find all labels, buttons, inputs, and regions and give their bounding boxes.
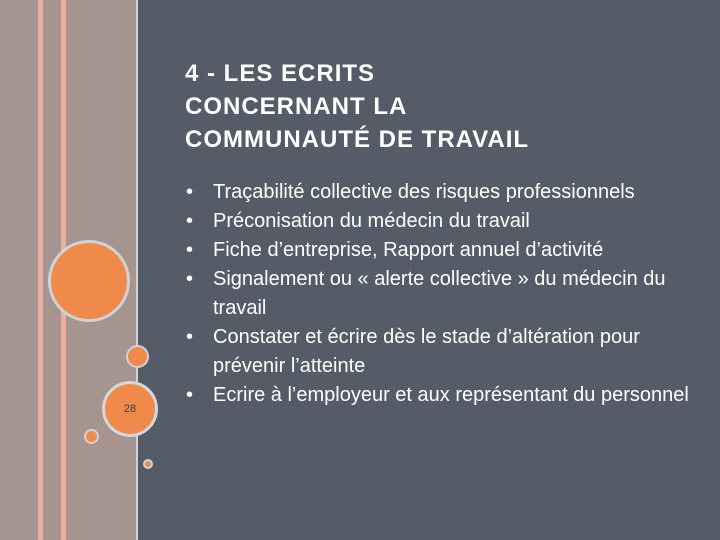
bullet-item: • Signalement ou « alerte collective » du médecin du travail [183,265,703,323]
page-number: 28 [123,403,137,415]
bullet-item: • Constater et écrire dès le stade d’altération pour prévenir l’atteinte [183,323,703,381]
bullet-item: • Fiche d’entreprise, Rapport annuel d’activité [183,236,703,265]
bullet-item: • Préconisation du médecin du travail [183,207,703,236]
decor-circle-small [84,429,99,444]
slide-title-line: CONCERNANT LA [185,93,408,120]
bullet-item: • Traçabilité collective des risques professionnels [183,178,703,207]
slide-title-line: 4 - LES ECRITS [185,60,376,87]
decor-stripe [0,0,38,540]
page-number-badge [102,381,158,437]
slide-title [185,57,705,156]
bullet-list [183,178,703,410]
decor-circle-tiny [143,459,153,469]
bullet-item: • Ecrire à l’employeur et aux représentant du personnel [183,381,703,410]
decor-circle-large [48,240,130,322]
decor-circle-small [126,345,149,368]
decor-divider-line [136,0,138,540]
slide-title-line: COMMUNAUTÉ DE TRAVAIL [185,126,530,153]
